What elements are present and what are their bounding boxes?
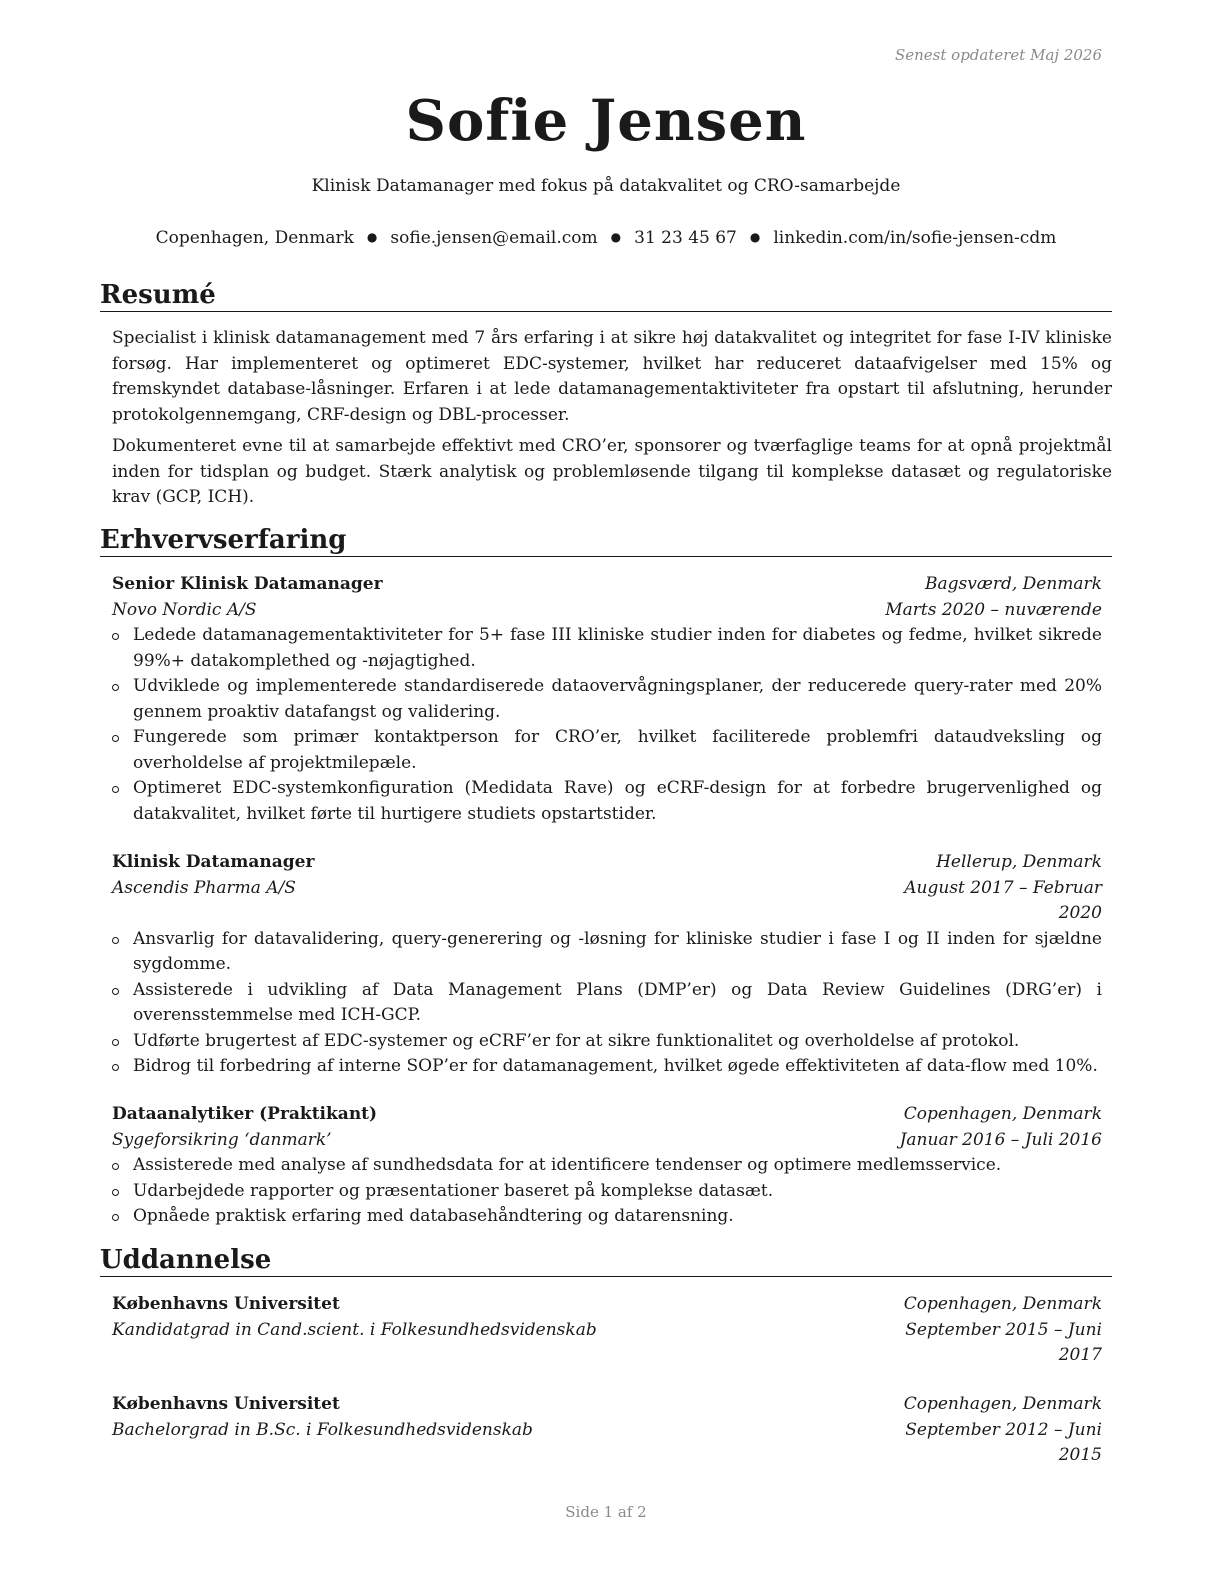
school-name: Københavns Universitet bbox=[112, 1394, 340, 1414]
job-entry bbox=[112, 850, 1102, 1080]
contact-location: Copenhagen, Denmark bbox=[155, 228, 354, 248]
bullet-separator-icon: ● bbox=[610, 230, 622, 244]
resume-page bbox=[100, 0, 1112, 1584]
circle-bullet-icon bbox=[112, 786, 119, 793]
job-location: Bagsværd, Denmark bbox=[925, 574, 1102, 594]
section-heading-experience: Erhvervserfaring bbox=[100, 525, 1112, 557]
last-updated: Senest opdateret Maj 2026 bbox=[894, 46, 1102, 64]
circle-bullet-icon bbox=[112, 988, 119, 995]
education-entry bbox=[112, 1392, 1102, 1469]
job-title: Dataanalytiker (Praktikant) bbox=[112, 1104, 378, 1124]
circle-bullet-icon bbox=[112, 735, 119, 742]
circle-bullet-icon bbox=[112, 684, 119, 691]
job-company: Novo Nordic A/S bbox=[112, 599, 257, 620]
circle-bullet-icon bbox=[112, 1064, 119, 1071]
job-bullet-list bbox=[112, 1153, 1102, 1230]
degree: Kandidatgrad in Cand.scient. i Folkesundhedsvidenskab bbox=[112, 1319, 597, 1340]
job-title: Senior Klinisk Datamanager bbox=[112, 574, 383, 594]
job-dates: August 2017 – Februar 2020 bbox=[904, 877, 1102, 923]
contact-phone[interactable]: 31 23 45 67 bbox=[634, 228, 737, 248]
summary-paragraph: Specialist i klinisk datamanagement med 7 års erfaring i at sikre høj datakvalitet og integritet for fase I-IV kliniske forsøg. Har implementeret og optimeret EDC-systemer, hvilket har reduceret dataafvigelser med 15% og fremskyndet database-låsninger. Erfaren i at lede datamanagementaktiviteter fra opstart til afslutning, herunder protokolgennemgang, CRF-design og DBL-processer. bbox=[112, 328, 1112, 425]
job-entry bbox=[112, 1102, 1102, 1230]
contact-line bbox=[100, 228, 1112, 248]
list-item: Ansvarlig for datavalidering, query-generering og -løsning for kliniske studier i fase I og II inden for sjældne sygdomme. bbox=[112, 927, 1102, 978]
circle-bullet-icon bbox=[112, 1163, 119, 1170]
circle-bullet-icon bbox=[112, 1189, 119, 1196]
job-location: Hellerup, Denmark bbox=[936, 852, 1102, 872]
job-dates: Marts 2020 – nuværende bbox=[885, 599, 1102, 620]
list-item: Assisterede i udvikling af Data Management Plans (DMP’er) og Data Review Guidelines (DRG’er) i overensstemmelse med ICH-GCP. bbox=[112, 978, 1102, 1029]
school-location: Copenhagen, Denmark bbox=[903, 1394, 1102, 1414]
job-location: Copenhagen, Denmark bbox=[903, 1104, 1102, 1124]
page-number: Side 1 af 2 bbox=[565, 1503, 647, 1521]
list-item: Opnåede praktisk erfaring med databasehåndtering og datarensning. bbox=[112, 1204, 1102, 1230]
list-item: Fungerede som primær kontaktperson for CRO’er, hvilket faciliterede problemfri dataudveksling og overholdelse af projektmilepæle. bbox=[112, 725, 1102, 776]
education-dates: September 2015 – Juni 2017 bbox=[905, 1319, 1102, 1365]
degree: Bachelorgrad in B.Sc. i Folkesundhedsvidenskab bbox=[112, 1419, 533, 1440]
school-name: Københavns Universitet bbox=[112, 1294, 340, 1314]
list-item: Udviklede og implementerede standardiserede dataovervågningsplaner, der reducerede query-rater med 20% gennem proaktiv datafangst og validering. bbox=[112, 674, 1102, 725]
list-item: Udførte brugertest af EDC-systemer og eCRF’er for at sikre funktionalitet og overholdelse af protokol. bbox=[112, 1029, 1102, 1055]
education-dates: September 2012 – Juni 2015 bbox=[905, 1419, 1102, 1465]
circle-bullet-icon bbox=[112, 633, 119, 640]
list-item: Optimeret EDC-systemkonfiguration (Medidata Rave) og eCRF-design for at forbedre brugervenlighed og datakvalitet, hvilket førte til hurtigere studiets opstartstider. bbox=[112, 776, 1102, 827]
circle-bullet-icon bbox=[112, 1214, 119, 1221]
job-bullet-list bbox=[112, 927, 1102, 1080]
bullet-separator-icon: ● bbox=[366, 230, 378, 244]
candidate-name: Sofie Jensen bbox=[405, 88, 807, 154]
list-item: Ledede datamanagementaktiviteter for 5+ fase III kliniske studier inden for diabetes og fedme, hvilket sikrede 99%+ datakomplethed og -nøjagtighed. bbox=[112, 623, 1102, 674]
school-location: Copenhagen, Denmark bbox=[903, 1294, 1102, 1314]
section-heading-education: Uddannelse bbox=[100, 1245, 1112, 1277]
job-dates: Januar 2016 – Juli 2016 bbox=[899, 1129, 1102, 1150]
circle-bullet-icon bbox=[112, 937, 119, 944]
job-bullet-list bbox=[112, 623, 1102, 827]
list-item: Assisterede med analyse af sundhedsdata for at identificere tendenser og optimere medlemsservice. bbox=[112, 1153, 1102, 1179]
circle-bullet-icon bbox=[112, 1039, 119, 1046]
job-company: Ascendis Pharma A/S bbox=[112, 877, 296, 898]
list-item: Udarbejdede rapporter og præsentationer baseret på komplekse datasæt. bbox=[112, 1179, 1102, 1205]
job-entry bbox=[112, 572, 1102, 827]
job-title: Klinisk Datamanager bbox=[112, 852, 315, 872]
section-heading-summary: Resumé bbox=[100, 280, 1112, 312]
list-item: Bidrog til forbedring af interne SOP’er for datamanagement, hvilket øgede effektiviteten af data-flow med 10%. bbox=[112, 1054, 1102, 1080]
contact-linkedin[interactable]: linkedin.com/in/sofie-jensen-cdm bbox=[773, 228, 1057, 248]
bullet-separator-icon: ● bbox=[749, 230, 761, 244]
education-entry bbox=[112, 1292, 1102, 1369]
job-company: Sygeforsikring ‘danmark’ bbox=[112, 1129, 332, 1150]
summary-paragraph: Dokumenteret evne til at samarbejde effektivt med CRO’er, sponsorer og tværfaglige teams for at opnå projektmål inden for tidsplan og budget. Stærk analytisk og problemløsende tilgang til komplekse datasæt og regulatoriske krav (GCP, ICH). bbox=[112, 436, 1112, 507]
contact-email[interactable]: sofie.jensen@email.com bbox=[390, 228, 598, 248]
tagline: Klinisk Datamanager med fokus på datakvalitet og CRO-samarbejde bbox=[311, 176, 901, 196]
